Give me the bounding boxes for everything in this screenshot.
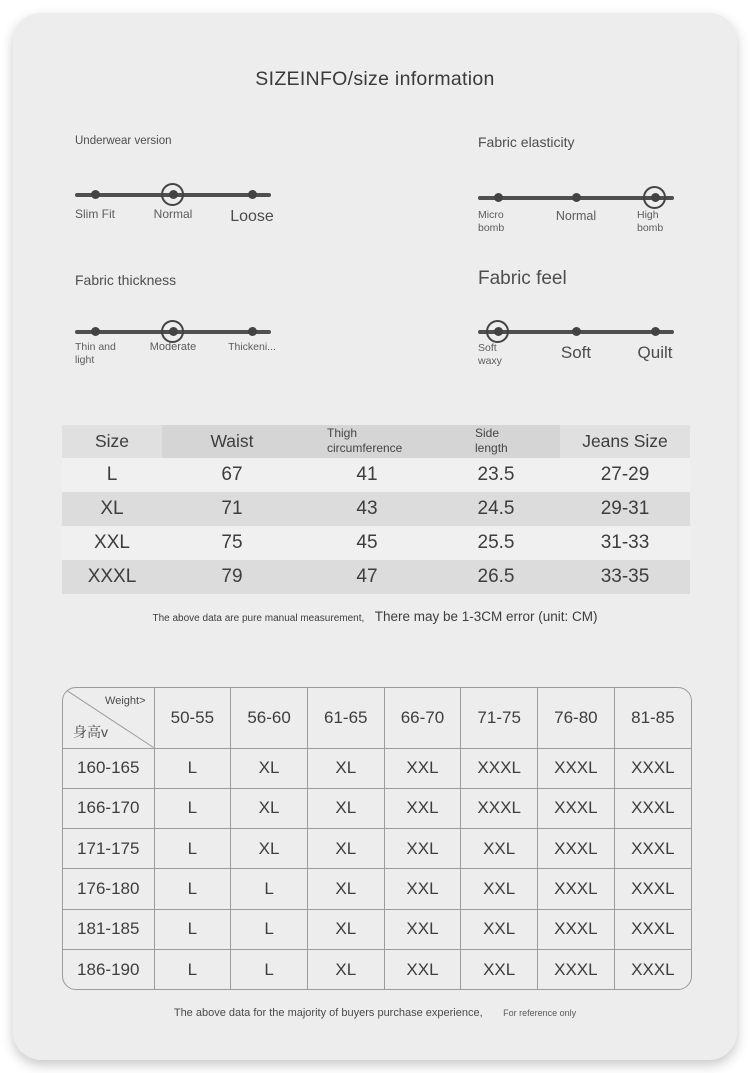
slider-dot: [651, 327, 660, 336]
size-table: [62, 425, 690, 594]
matrix-size-cell: XXL: [384, 829, 461, 869]
measurement-note-small: The above data are pure manual measurement,: [152, 613, 365, 624]
size-cell: L: [106, 464, 118, 485]
weight-col-header: 66-70: [384, 688, 461, 748]
matrix-size-cell: XXXL: [538, 909, 615, 949]
matrix-size-cell: L: [154, 950, 231, 989]
slider-option-label: High bomb: [637, 209, 664, 235]
size-header-row: [62, 425, 690, 458]
matrix-corner-cell: [63, 688, 154, 748]
weight-col-header: 76-80: [538, 688, 615, 748]
weight-axis-label: Weight>: [105, 695, 146, 707]
matrix-row: [63, 829, 691, 869]
matrix-size-cell: XXL: [461, 909, 538, 949]
reference-footnote-small: For reference only: [503, 1008, 577, 1018]
matrix-size-cell: XL: [231, 829, 308, 869]
slider-track: [75, 330, 271, 334]
matrix-size-cell: L: [154, 829, 231, 869]
matrix-size-cell: L: [154, 869, 231, 909]
slider-dot: [248, 327, 257, 336]
size-table-header: [62, 425, 690, 458]
height-weight-matrix: [62, 687, 692, 990]
matrix-row: [63, 950, 691, 989]
matrix-row: [63, 869, 691, 909]
size-col-header: Jeans Size: [560, 425, 690, 458]
matrix-row: [63, 909, 691, 949]
size-cell: 25.5: [477, 532, 515, 553]
size-cell: 45: [356, 532, 378, 553]
matrix-size-cell: XL: [307, 748, 384, 788]
height-row-header: 176-180: [63, 869, 154, 909]
page-title: SIZEINFO/size information: [255, 68, 495, 90]
slider-option-label: Slim Fit: [75, 207, 115, 221]
slider-selected-ring: [161, 320, 184, 343]
slider-dot: [572, 327, 581, 336]
matrix-size-cell: XXXL: [461, 748, 538, 788]
matrix-row: [63, 788, 691, 828]
slider-title: Underwear version: [75, 135, 172, 147]
matrix-size-cell: XXL: [384, 788, 461, 828]
slider-fabric-feel: [478, 268, 686, 368]
matrix-size-cell: L: [154, 909, 231, 949]
reference-footnote-main: The above data for the majority of buyers purchase experience,: [173, 1007, 483, 1019]
matrix-size-cell: L: [154, 748, 231, 788]
matrix-size-cell: XL: [307, 869, 384, 909]
size-col-header: [302, 425, 432, 458]
matrix-size-cell: XXXL: [614, 788, 691, 828]
matrix-size-cell: XXXL: [538, 748, 615, 788]
size-cell: 71: [221, 498, 243, 519]
slider-dot: [572, 193, 581, 202]
matrix-size-cell: XXXL: [631, 959, 675, 979]
slider-dot: [91, 190, 100, 199]
slider-title: Fabric thickness: [75, 272, 177, 288]
slider-option-label: Normal: [555, 209, 597, 223]
height-row-header: 181-185: [63, 909, 154, 949]
matrix-size-cell: XL: [231, 788, 308, 828]
matrix-size-cell: XXXL: [614, 748, 691, 788]
matrix-size-cell: XXL: [461, 950, 538, 989]
size-cell: 67: [221, 464, 243, 485]
weight-col-header: 50-55: [154, 688, 231, 748]
reference-footnote: [13, 1003, 737, 1021]
matrix-size-cell: XL: [231, 748, 308, 788]
slider-option-label: Thin and light: [75, 341, 116, 367]
matrix-row: [63, 748, 691, 788]
slider-option-label: Soft waxy: [478, 342, 502, 368]
slider-option-label: Moderate: [149, 341, 197, 353]
slider-selected-ring: [161, 183, 184, 206]
size-cell: 29-31: [600, 498, 650, 519]
size-cell: 43: [356, 498, 378, 519]
size-cell: 79: [221, 566, 243, 587]
weight-col-header: 71-75: [461, 688, 538, 748]
size-table-body: [62, 458, 690, 594]
slider-underwear-version: [75, 135, 283, 225]
size-table-row: [62, 560, 690, 594]
slider-fabric-thickness: [75, 272, 283, 367]
matrix-size-cell: XXL: [384, 748, 461, 788]
matrix-size-cell: XXXL: [538, 950, 615, 989]
matrix-header: [63, 688, 691, 748]
slider-track: [478, 330, 674, 334]
size-col-header: Waist: [210, 431, 254, 451]
slider-selected-ring: [486, 320, 509, 343]
slider-dot: [248, 190, 257, 199]
matrix-size-cell: XXXL: [614, 869, 691, 909]
matrix-size-cell: XL: [307, 909, 384, 949]
slider-option-label: Quilt: [637, 343, 673, 362]
height-row-header: 186-190: [63, 950, 154, 989]
slider-selected-ring: [643, 186, 666, 209]
matrix-size-cell: XXXL: [614, 909, 691, 949]
matrix-size-cell: XL: [307, 829, 384, 869]
matrix-size-cell: XXXL: [538, 788, 615, 828]
slider-option-label: Loose: [230, 208, 274, 225]
matrix-size-cell: XXL: [384, 869, 461, 909]
matrix-size-cell: L: [231, 950, 308, 989]
height-row-header: 171-175: [63, 829, 154, 869]
size-info-card: [13, 13, 737, 1060]
slider-title: Fabric feel: [478, 268, 567, 289]
size-cell: 75: [221, 532, 243, 553]
height-row-header: 166-170: [63, 788, 154, 828]
matrix-size-cell: XL: [307, 788, 384, 828]
matrix-size-cell: XXL: [384, 950, 461, 989]
slider-option-label: Normal: [153, 207, 193, 221]
slider-option-label: Thickeni...: [228, 341, 276, 353]
size-table-row: [62, 492, 690, 526]
height-axis-label: 身高v: [73, 723, 108, 740]
matrix-body: [63, 748, 691, 989]
slider-dot: [91, 327, 100, 336]
weight-col-header: 61-65: [307, 688, 384, 748]
size-col-header: [432, 425, 560, 458]
slider-track: [75, 193, 271, 197]
size-cell: 24.5: [477, 498, 515, 519]
matrix-size-cell: XXL: [461, 829, 538, 869]
measurement-note-large: There may be 1-3CM error (unit: CM): [374, 609, 598, 624]
size-cell: 41: [356, 464, 378, 485]
weight-col-header: 81-85: [614, 688, 691, 748]
matrix-size-cell: XXL: [461, 869, 538, 909]
slider-fabric-elasticity: [478, 134, 686, 235]
weight-col-header: 56-60: [231, 688, 308, 748]
size-cell: 27-29: [600, 464, 650, 485]
measurement-note: [13, 608, 737, 626]
size-cell: XXXL: [87, 566, 137, 587]
size-cell: XXL: [94, 532, 130, 553]
size-col-header: Size: [62, 425, 162, 458]
slider-option-label: Micro bomb: [478, 209, 505, 235]
matrix-size-cell: XXXL: [614, 829, 691, 869]
size-cell: 33-35: [600, 566, 650, 587]
size-cell: XL: [100, 498, 124, 519]
slider-dot: [494, 193, 503, 202]
size-cell: 23.5: [477, 464, 515, 485]
size-table-row: [62, 526, 690, 560]
size-cell: 26.5: [477, 566, 515, 587]
slider-title: Fabric elasticity: [478, 134, 575, 150]
size-cell: 47: [356, 566, 378, 587]
size-cell: 31-33: [600, 532, 650, 553]
matrix-size-cell: L: [231, 869, 308, 909]
size-col-header-text: Thigh circumference: [327, 426, 403, 455]
height-row-header: 160-165: [63, 748, 154, 788]
slider-track: [478, 196, 674, 200]
slider-option-label: Soft: [560, 343, 592, 362]
matrix-size-cell: XL: [307, 950, 384, 989]
size-col-header-text: Side length: [475, 426, 508, 455]
matrix-header-row: [63, 688, 691, 748]
matrix-size-cell: XXXL: [461, 788, 538, 828]
matrix-size-cell: L: [154, 788, 231, 828]
matrix-size-cell: L: [231, 909, 308, 949]
matrix-size-cell: XXXL: [538, 829, 615, 869]
matrix-size-cell: XXL: [384, 909, 461, 949]
size-table-row: [62, 458, 690, 492]
matrix-size-cell: XXXL: [538, 869, 615, 909]
